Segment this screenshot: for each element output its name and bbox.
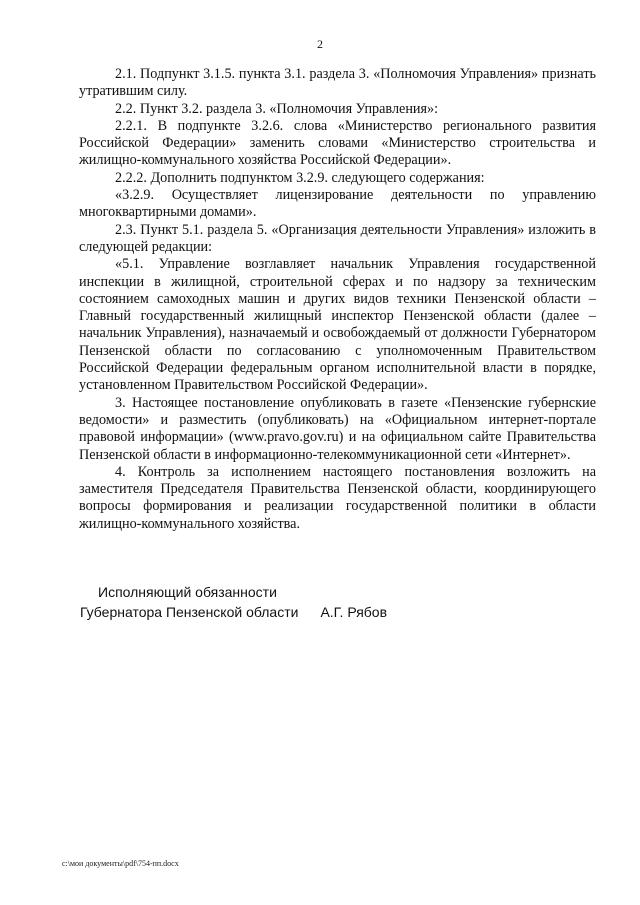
paragraph-2-1: 2.1. Подпункт 3.1.5. пункта 3.1. раздела 3. «Полномочия Управления» признать утратившим силу.: [79, 66, 596, 100]
signature-title-line2-row: [80, 602, 480, 622]
page-number: 2: [317, 37, 323, 51]
paragraph-5-1-quote: «5.1. Управление возглавляет начальник Управления государственной инспекции в жилищной, строительной сферах и по надзору за техническим состоянием самоходных машин и других видов техники Пензенской области – Главный государственный жилищный инспектор Пензенской области (далее – начальник Управления), назначаемый и освобождаемый от должности Губернатором Пензенской области по согласованию с уполномоченным Правительством Российской Федерации федеральным органом исполнительной власти в порядке, установленном Правительством Российской Федерации».: [79, 256, 596, 394]
paragraph-2-2-2: 2.2.2. Дополнить подпунктом 3.2.9. следующего содержания:: [115, 169, 485, 186]
paragraph-2-3: 2.3. Пункт 5.1. раздела 5. «Организация деятельности Управления» изложить в следующей редакции:: [79, 221, 596, 255]
paragraph-3-2-9-quote: «3.2.9. Осуществляет лицензирование деятельности по управлению многоквартирными домами».: [79, 187, 596, 221]
footer-file-path: c:\мои документы\pdf\754-пп.docx: [62, 859, 179, 868]
paragraph-3: 3. Настоящее постановление опубликовать в газете «Пензенские губернские ведомости» и разместить (опубликовать) на «Официальном интернет-портале правовой информации» (www.pravo.gov.ru) и на официальном сайте Правительства Пензенской области в информационно-телекоммуникационной сети «Интернет».: [79, 394, 596, 463]
paragraph-2-2: 2.2. Пункт 3.2. раздела 3. «Полномочия Управления»:: [115, 100, 439, 117]
signature-title-line2: Губернатора Пензенской области: [80, 604, 299, 620]
paragraph-4: 4. Контроль за исполнением настоящего постановления возложить на заместителя Председателя Правительства Пензенской области, координирующего вопросы формирования и реализации государственной политики в области жилищно-коммунального хозяйства.: [79, 463, 596, 532]
signature-name: А.Г. Рябов: [320, 604, 388, 620]
document-body: [79, 66, 596, 533]
signature-block: [80, 582, 480, 622]
paragraph-2-2-1: 2.2.1. В подпункте 3.2.6. слова «Министерство регионального развития Российской Федерации» заменить словами «Министерство строительства и жилищно-коммунального хозяйства Российской Федерации».: [79, 117, 596, 169]
signature-title-line1: Исполняющий обязанности: [98, 584, 277, 600]
